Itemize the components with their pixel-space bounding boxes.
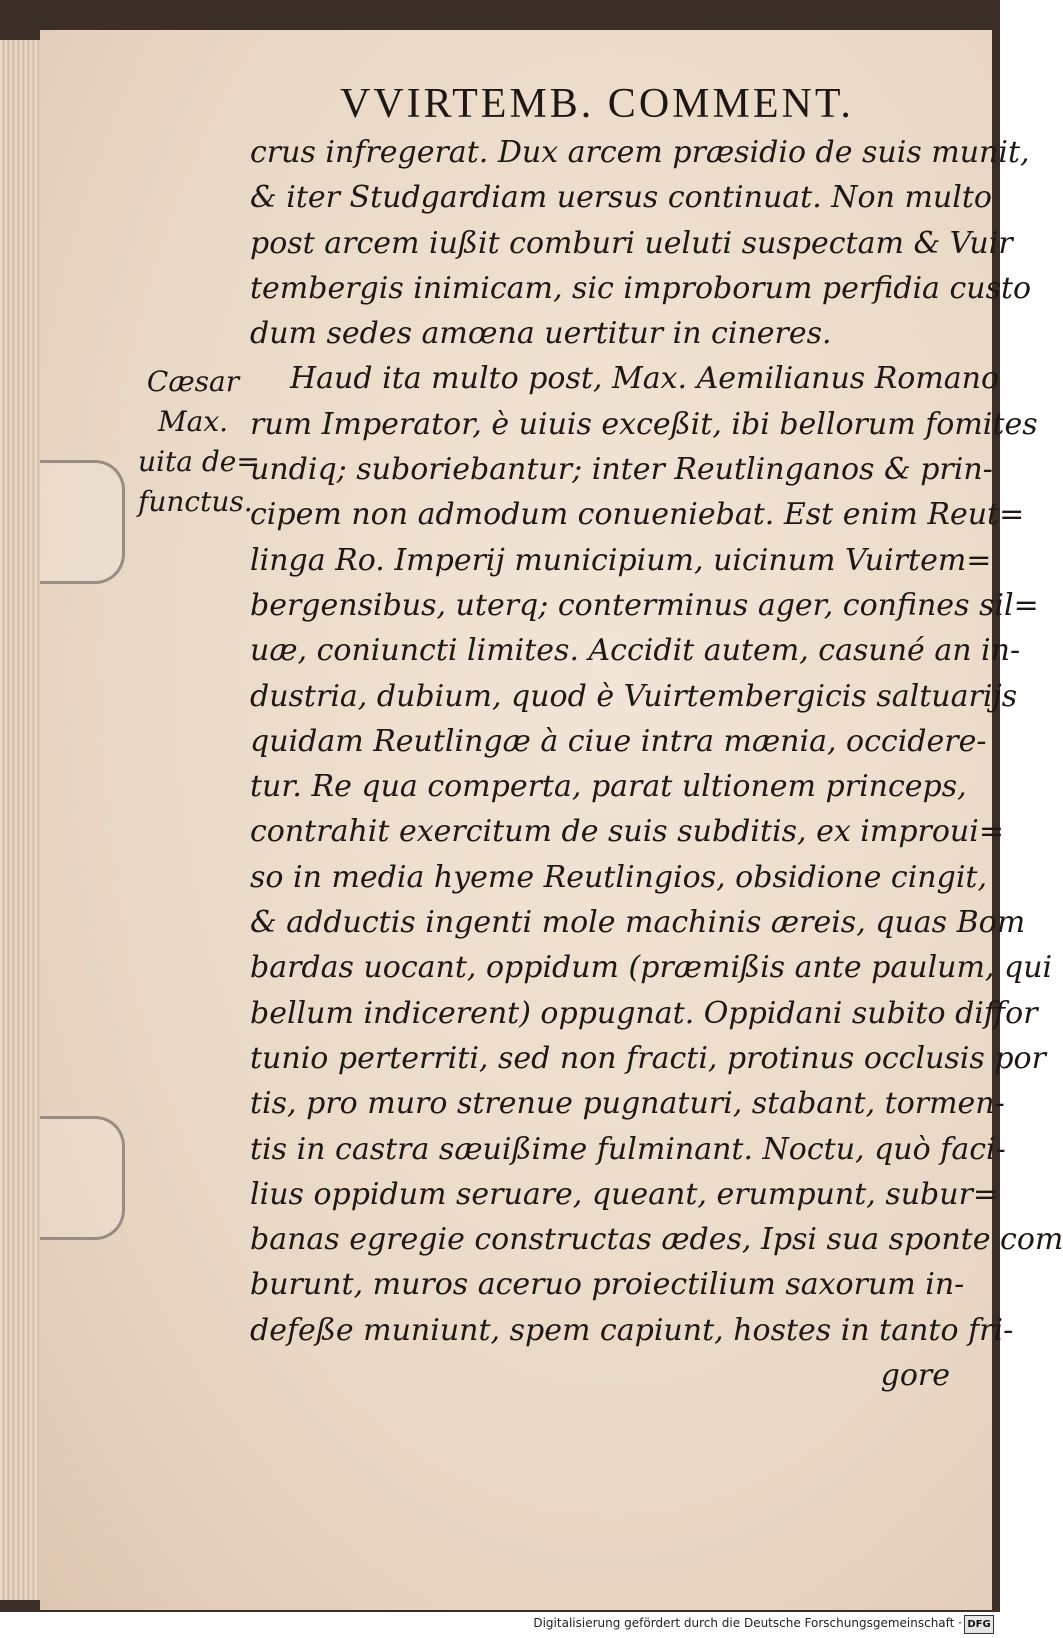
body-text (250, 130, 1063, 1398)
text-line: dustria, dubium, quod è Vuirtembergicis saltuarijs (250, 678, 1018, 714)
marginal-note-line: functus. (138, 485, 253, 518)
text-line: & adductis ingenti mole machinis æreis, quas Bom (250, 905, 1026, 941)
text-line: undiq; suboriebantur; inter Reutlinganos & prin- (250, 452, 993, 488)
text-line: tis, pro muro strenue pugnaturi, stabant, tormen- (250, 1086, 1005, 1122)
text-line: banas egregie constructas ædes, Ipsi sua sponte com (250, 1222, 1063, 1258)
page-clip-top (40, 460, 125, 584)
text-line: & iter Studgardiam uersus continuat. Non multo (250, 180, 992, 216)
text-line: bergensibus, uterq; conterminus ager, confines sil= (250, 587, 1039, 623)
text-line: rum Imperator, è uiuis exceßit, ibi bellorum fomites (250, 406, 1038, 442)
marginal-note-line: uita de= (138, 445, 260, 478)
running-header: VVIRTEMB. COMMENT. (340, 81, 854, 127)
text-line: defeße muniunt, spem capiunt, hostes in tanto fri- (250, 1312, 1014, 1348)
catchword: gore (880, 1358, 950, 1394)
text-line: bellum indicerent) oppugnat. Oppidani subito diffor (250, 995, 1038, 1031)
text-line: so in media hyeme Reutlingios, obsidione cingit, (250, 859, 988, 895)
text-line: uæ, coniuncti limites. Accidit autem, casuné an in- (250, 633, 1021, 669)
dfg-logo[interactable]: DFG (964, 1615, 994, 1634)
text-line: burunt, muros aceruo proiectilium saxorum in- (250, 1267, 965, 1303)
text-line: crus infregerat. Dux arcem præsidio de suis munit, (250, 135, 1030, 170)
text-line: lius oppidum seruare, queant, erumpunt, subur= (250, 1176, 999, 1212)
footer-bar (0, 1612, 1000, 1638)
text-line: Haud ita multo post, Max. Aemilianus Romano (290, 361, 1000, 397)
text-line: tembergis inimicam, sic improborum perfidia custo (250, 270, 1032, 306)
text-line: tur. Re qua comperta, parat ultionem princeps, (250, 769, 967, 805)
marginal-note-line: Cæsar (146, 365, 240, 398)
text-line: dum sedes amœna uertitur in cineres. (250, 316, 832, 352)
marginal-note (138, 362, 260, 522)
text-line: tunio perterriti, sed non fracti, protinus occlusis por (250, 1040, 1046, 1076)
text-line: tis in castra sæuißime fulminant. Noctu, quò faci- (250, 1131, 1006, 1167)
text-line: linga Ro. Imperij municipium, uicinum Vuirtem= (250, 542, 992, 578)
text-line: bardas uocant, oppidum (præmißis ante paulum, qui (250, 950, 1053, 986)
marginal-note-line: Max. (157, 405, 229, 438)
text-line: quidam Reutlingæ à ciue intra mænia, occidere- (250, 723, 987, 759)
text-line: post arcem iußit comburi ueluti suspectam & Vuir (250, 225, 1013, 261)
text-line: contrahit exercitum de suis subditis, ex improui= (250, 814, 1004, 850)
page-clip-bottom (40, 1116, 125, 1240)
text-line: cipem non admodum conueniebat. Est enim Reut= (250, 497, 1025, 533)
funding-credit: Digitalisierung gefördert durch die Deutsche Forschungsgemeinschaft · (533, 1616, 962, 1630)
